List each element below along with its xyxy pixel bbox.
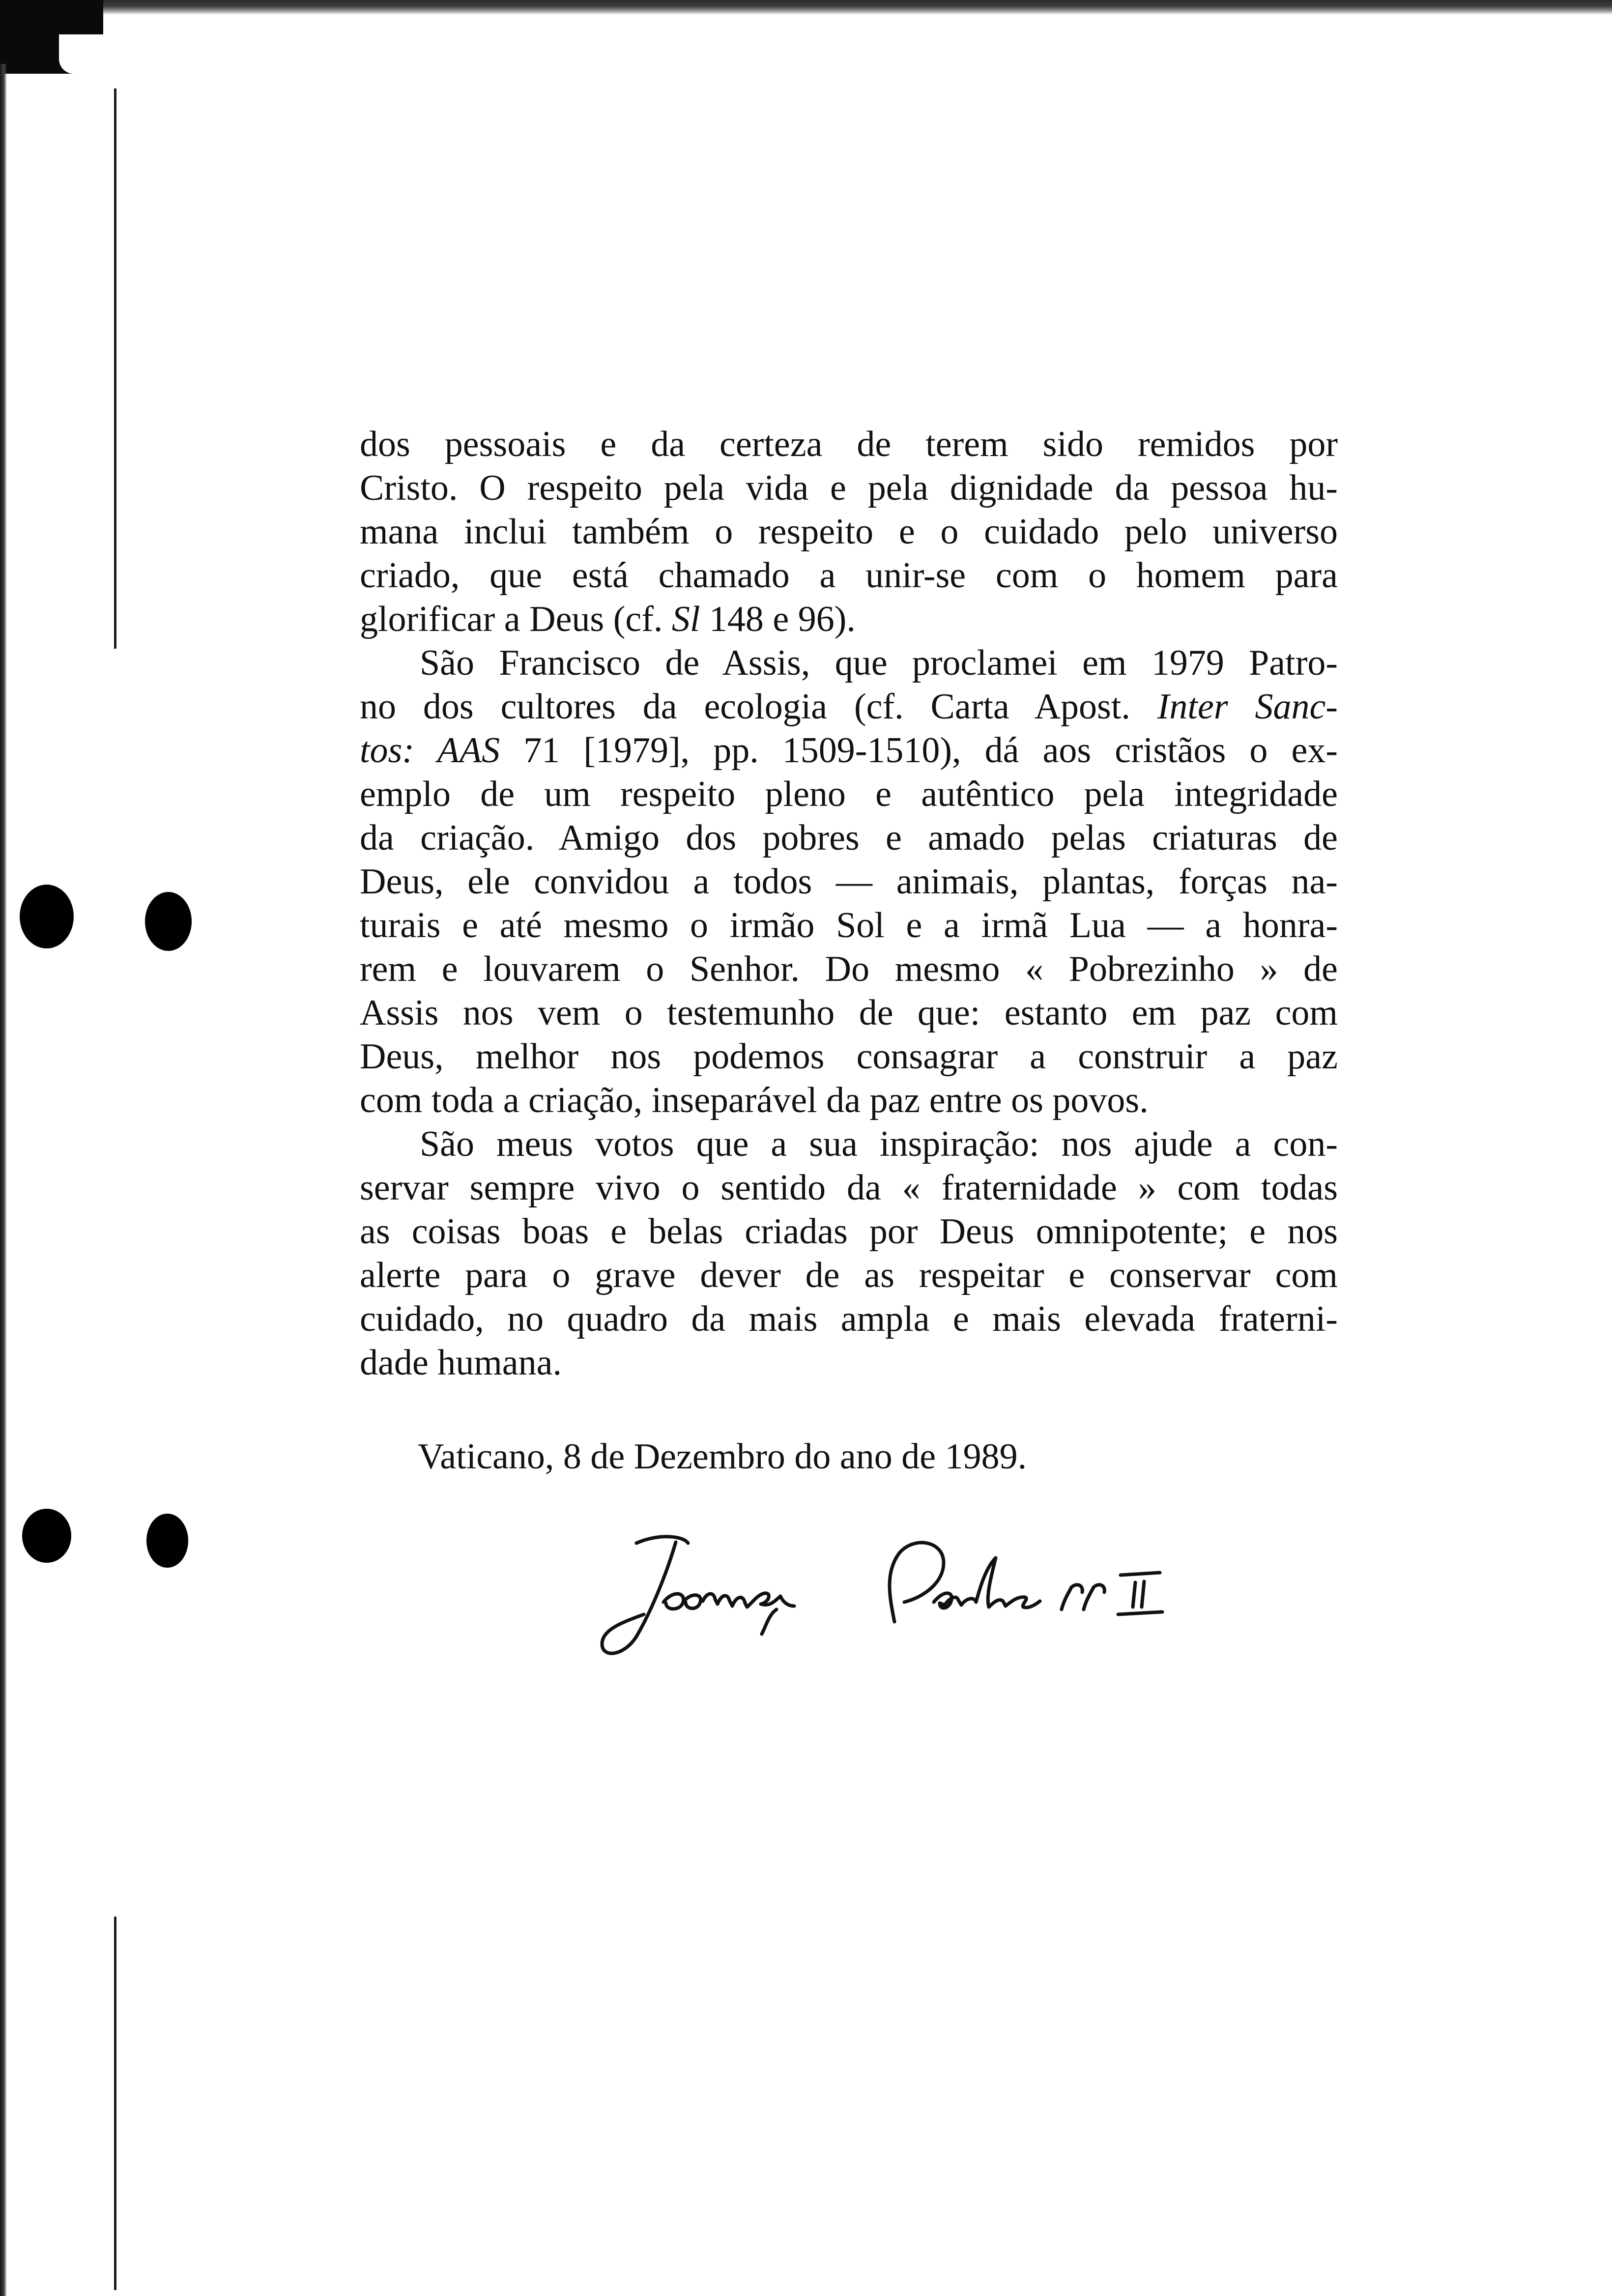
- text-line: cuidado, no quadro da mais ampla e mais elevada fraterni-: [360, 1299, 1338, 1339]
- text-line: Deus, melhor nos podemos consagrar a construir a paz: [360, 1036, 1338, 1077]
- text-line: alerte para o grave dever de as respeitar e conservar com: [360, 1255, 1338, 1295]
- text-line: mana inclui também o respeito e o cuidado pelo universo: [360, 512, 1338, 552]
- paragraph: [360, 423, 1338, 641]
- paragraph: [360, 641, 1338, 1122]
- text-run: no dos cultores da ecologia (cf. Carta Apost.: [360, 687, 1157, 727]
- text-line: São meus votos que a sua inspiração: nos ajude a con-: [420, 1124, 1338, 1164]
- text-line: servar sempre vivo o sentido da « fraternidade » com todas: [360, 1168, 1338, 1208]
- text-run: 148 e 96).: [700, 599, 856, 639]
- italic-citation: Sl: [671, 599, 700, 639]
- scan-top-edge: [0, 0, 1612, 15]
- text-line: [360, 685, 1338, 729]
- text-line: criado, que está chamado a unir-se com o homem para: [360, 555, 1338, 596]
- text-line: emplo de um respeito pleno e autêntico pela integridade: [360, 774, 1338, 814]
- text-line: da criação. Amigo dos pobres e amado pelas criaturas de: [360, 818, 1338, 858]
- text-line: com toda a criação, inseparável da paz entre os povos.: [360, 1080, 1149, 1120]
- punch-hole: [22, 1509, 71, 1563]
- text-line: turais e até mesmo o irmão Sol e a irmã Lua — a honra-: [360, 905, 1338, 946]
- margin-rule-bottom: [114, 1917, 116, 2290]
- text-line: dos pessoais e da certeza de terem sido remidos por: [360, 424, 1338, 464]
- paragraph: [360, 1122, 1338, 1385]
- scan-left-edge: [0, 64, 7, 2296]
- text-line: Cristo. O respeito pela vida e pela dignidade da pessoa hu-: [360, 468, 1338, 508]
- text-line: rem e louvarem o Senhor. Do mesmo « Pobrezinho » de: [360, 949, 1338, 989]
- text-line: Deus, ele convidou a todos — animais, plantas, forças na-: [360, 861, 1338, 902]
- dateline: Vaticano, 8 de Dezembro do ano de 1989.: [418, 1436, 1027, 1477]
- text-line: Assis nos vem o testemunho de que: estanto em paz com: [360, 993, 1338, 1033]
- italic-citation: tos: AAS: [360, 730, 500, 771]
- text-run: glorificar a Deus (cf.: [360, 599, 672, 639]
- scan-corner-mark: [0, 0, 103, 74]
- text-line: dade humana.: [360, 1343, 562, 1383]
- margin-rule-top: [114, 88, 116, 649]
- text-line: São Francisco de Assis, que proclamei em 1979 Patro-: [420, 643, 1338, 683]
- italic-citation: Inter Sanc-: [1157, 687, 1338, 727]
- text-line: as coisas boas e belas criadas por Deus omnipotente; e nos: [360, 1211, 1338, 1252]
- punch-hole: [20, 885, 74, 948]
- text-line: [360, 598, 1338, 641]
- punch-hole: [145, 892, 192, 951]
- handwritten-signature: [590, 1528, 1204, 1666]
- punch-hole: [146, 1514, 188, 1568]
- document-body: [360, 423, 1338, 1385]
- text-run: 71 [1979], pp. 1509-1510), dá aos cristãos o ex-: [500, 730, 1338, 771]
- text-line: [360, 729, 1338, 773]
